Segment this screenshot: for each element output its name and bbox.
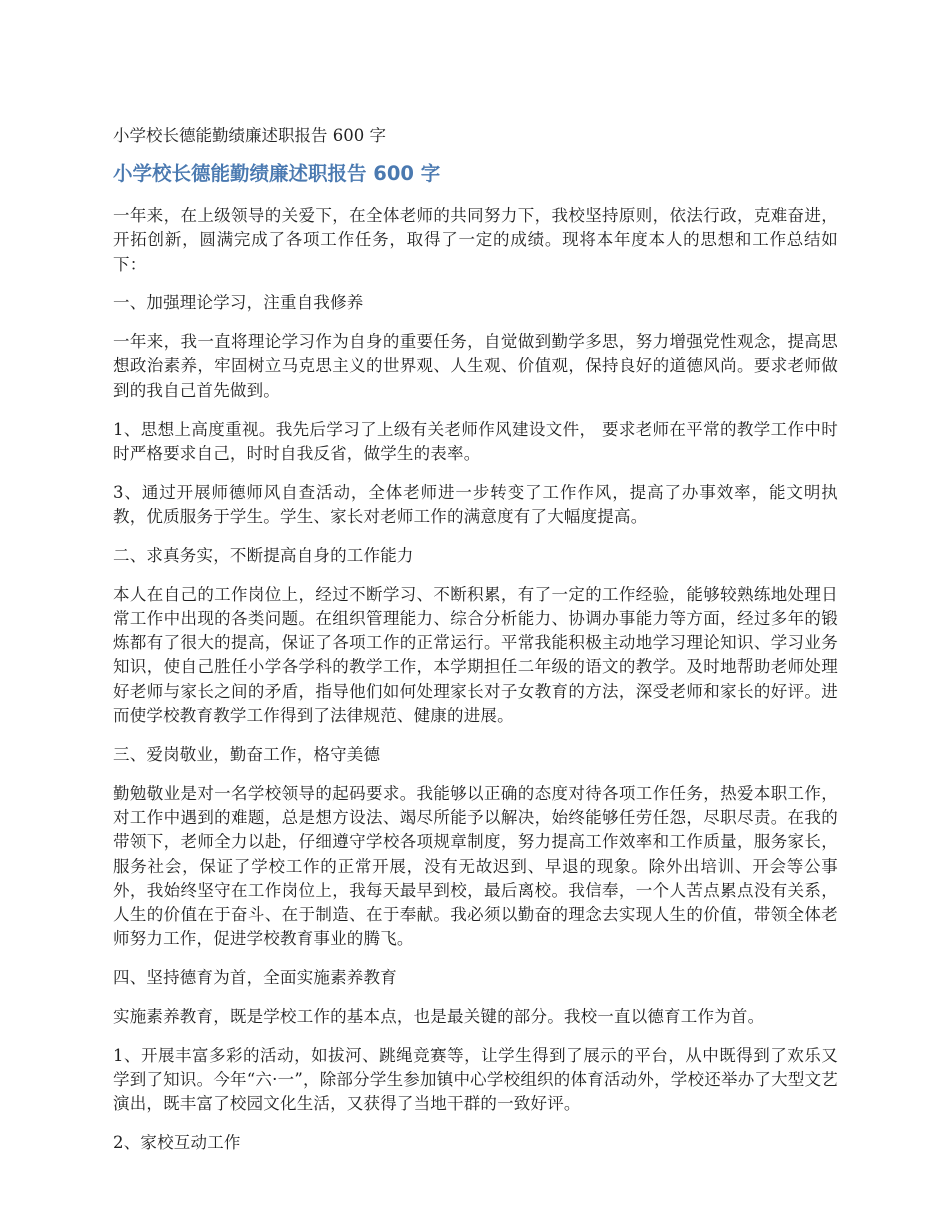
body-paragraph: 一年来，我一直将理论学习作为自身的重要任务，自觉做到勤学多思，努力增强党性观念，提高思想政治素养，牢固树立马克思主义的世界观、人生观、价值观，保持良好的道德风尚。要求老师做到的我自己首先做到。 — [113, 332, 838, 400]
list-item: 3、通过开展师德师风自查活动，全体老师进一步转变了工作作风，提高了办事效率，能文明执教，优质服务于学生。学生、家长对老师工作的满意度有了大幅度提高。 — [113, 482, 838, 526]
section-heading-2: 二、求真务实，不断提高自身的工作能力 — [113, 545, 414, 565]
document-label: 小学校长德能勤绩廉述职报告 600 字 — [113, 126, 386, 145]
section-heading-1: 一、加强理论学习，注重自我修养 — [113, 293, 364, 313]
list-item: 1、开展丰富多彩的活动，如拔河、跳绳竞赛等，让学生得到了展示的平台，从中既得到了欢乐又学到了知识。今年“六·一”，除部分学生参加镇中心学校组织的体育活动外，学校还举办了大型文艺演出，既丰富了校园文化生活，又获得了当地干群的一致好评。 — [113, 1045, 838, 1114]
list-item: 1、思想上高度重视。我先后学习了上级有关老师作风建设文件， 要求老师在平常的教学工作中时时严格要求自己，时时自我反省，做学生的表率。 — [113, 419, 838, 463]
intro-paragraph: 一年来，在上级领导的关爱下，在全体老师的共同努力下，我校坚持原则，依法行政，克难奋进，开拓创新，圆满完成了各项工作任务，取得了一定的成绩。现将本年度本人的思想和工作总结如下： — [113, 206, 838, 274]
body-paragraph: 勤勉敬业是对一名学校领导的起码要求。我能够以正确的态度对待各项工作任务，热爱本职工作，对工作中遇到的难题，总是想方设法、竭尽所能予以解决，始终能够任劳任怨，尽职尽责。在我的带领下，老师全力以赴，仔细遵守学校各项规章制度，努力提高工作效率和工作质量，服务家长，服务社会，保证了学校工作的正常开展，没有无故迟到、早退的现象。除外出培训、开会等公事外，我始终坚守在工作岗位上，我每天最早到校，最后离校。我信奉，一个人苦点累点没有关系，人生的价值在于奋斗、在于制造、在于奉献。我必须以勤奋的理念去实现人生的价值，带领全体老师努力工作，促进学校教育事业的腾飞。 — [113, 783, 838, 949]
body-paragraph: 本人在自己的工作岗位上，经过不断学习、不断积累，有了一定的工作经验，能够较熟练地处理日常工作中出现的各类问题。在组织管理能力、综合分析能力、协调办事能力等方面，经过多年的锻炼都有了很大的提高，保证了各项工作的正常运行。平常我能积极主动地学习理论知识、学习业务知识，使自己胜任小学各学科的教学工作，本学期担任二年级的语文的教学。及时地帮助老师处理好老师与家长之间的矛盾，指导他们如何处理家长对子女教育的方法，深受老师和家长的好评。进而使学校教育教学工作得到了法律规范、健康的进展。 — [113, 584, 838, 726]
list-item: 2、家校互动工作 — [113, 1133, 241, 1153]
body-paragraph: 实施素养教育，既是学校工作的基本点，也是最关键的部分。我校一直以德育工作为首。 — [113, 1007, 765, 1027]
document-title: 小学校长德能勤绩廉述职报告 600 字 — [113, 162, 441, 185]
section-heading-4: 四、坚持德育为首，全面实施素养教育 — [113, 968, 397, 988]
section-heading-3: 三、爱岗敬业，勤奋工作，格守美德 — [113, 744, 381, 764]
document-page — [113, 124, 838, 1170]
